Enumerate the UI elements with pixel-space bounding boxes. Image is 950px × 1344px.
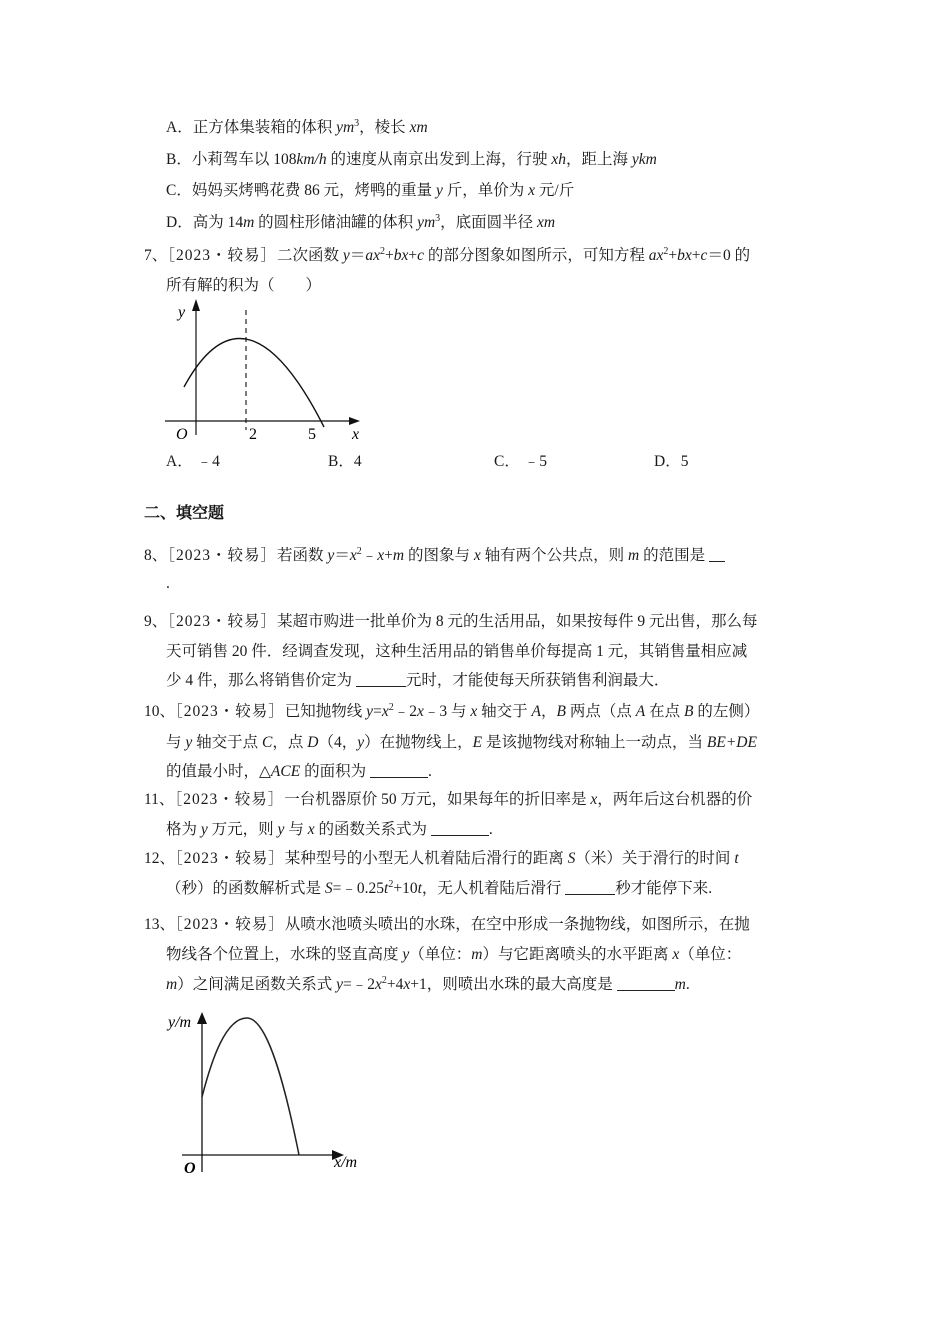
math-var: x (672, 946, 680, 963)
math-var: BE+DE (706, 734, 757, 751)
math-var: y (185, 734, 193, 751)
question-number: 13、 (144, 916, 176, 933)
q10-line2 (166, 733, 757, 753)
math-var: x (307, 821, 315, 838)
question-number: 8、 (144, 547, 168, 564)
question-text: 某种型号的小型无人机着陆后滑行的距离 (284, 850, 568, 867)
math-var: x (416, 703, 424, 720)
math-var: x (374, 976, 382, 993)
math-var: y (336, 976, 343, 993)
math-var: ym (417, 214, 436, 231)
origin-label: O (184, 1160, 196, 1177)
option-label: C． (494, 453, 520, 470)
math-op: =﹣0.25 (332, 880, 385, 897)
y-axis-arrow-icon (192, 299, 200, 311)
option-text: 小莉驾车以 108 (191, 151, 297, 168)
question-text: +1，则喷出水珠的最大高度是 (410, 976, 617, 993)
math-op: =﹣2 (342, 976, 375, 993)
superscript: 2 (381, 975, 387, 986)
option-text: 妈妈买烤鸭花费 86 元，烤鸭的重量 (191, 182, 436, 199)
question-text: 若函数 (277, 547, 328, 564)
y-axis-arrow-icon (197, 1012, 207, 1024)
q9-line1 (144, 612, 758, 632)
math-op: ﹣2 (393, 703, 417, 720)
math-var: x (528, 182, 536, 199)
question-text: ，点 (272, 734, 308, 751)
question-text: 的部分图象如图所示，可知方程 (424, 247, 649, 264)
q6-option-a (166, 118, 428, 138)
question-text: （单位： (679, 946, 742, 963)
q12-line2 (166, 879, 712, 899)
question-number: 11、 (144, 791, 175, 808)
option-text: 斤，单价为 (442, 182, 529, 199)
q9-line3 (166, 671, 669, 691)
math-op: + (408, 247, 418, 264)
q11-line2 (166, 820, 493, 840)
option-value: 5 (680, 453, 689, 470)
q13-line3 (166, 975, 690, 995)
question-number: 9、 (144, 613, 168, 630)
punctuation: . (488, 821, 493, 838)
question-text: （单位： (409, 946, 472, 963)
math-op: +4 (386, 976, 404, 993)
math-op: + (668, 247, 678, 264)
math-var: D (307, 734, 319, 751)
math-var: t (734, 850, 739, 867)
question-text: 某超市购进一批单价为 8 元的生活用品，如果按每件 9 元出售，那么每 (277, 613, 758, 630)
question-text: ﹣3 与 (423, 703, 471, 720)
q10-line1 (144, 702, 759, 722)
q11-line1 (144, 790, 752, 810)
question-text: ＝0 的 (707, 247, 751, 264)
question-text: （4， (318, 734, 358, 751)
question-text: ）之间满足函数关系式 (177, 976, 337, 993)
math-var: B (683, 703, 694, 720)
question-text: 一台机器原价 50 万元，如果每年的折旧率是 (284, 791, 591, 808)
option-value: ﹣5 (523, 453, 547, 470)
answer-blank[interactable] (370, 763, 428, 778)
math-var: xh (551, 151, 567, 168)
x-axis-label: x/m (334, 1154, 358, 1171)
question-text: 是该抛物线对称轴上一动点，当 (482, 734, 707, 751)
option-value: ﹣4 (196, 453, 220, 470)
question-text: 与 (166, 734, 186, 751)
math-var: xm (409, 119, 428, 136)
math-var: y (366, 703, 374, 720)
math-var: t (384, 880, 389, 897)
question-text: 与 (284, 821, 308, 838)
q10-line3 (166, 762, 432, 782)
option-label: A． (166, 453, 193, 470)
punctuation: . (427, 763, 432, 780)
origin-label: O (176, 426, 188, 443)
option-label: C． (166, 182, 192, 199)
math-var: y (277, 821, 285, 838)
q7-parabola-figure (160, 295, 380, 445)
superscript: 2 (356, 546, 362, 557)
math-var: S (567, 850, 576, 867)
superscript: 2 (663, 246, 669, 257)
question-text: 轴交于 (477, 703, 532, 720)
question-text: （米）关于滑行的时间 (575, 850, 735, 867)
difficulty-tag: ［2023・较易］ (175, 916, 285, 933)
math-var: bx (393, 247, 409, 264)
question-text: 所有解的积为（ ） (166, 277, 322, 294)
difficulty-tag: ［2023・较易］ (167, 547, 278, 564)
option-label: A． (166, 119, 193, 136)
math-op: ﹣ (361, 547, 378, 564)
y-axis-label: y (178, 304, 186, 321)
q13-fountain-figure (160, 1000, 380, 1185)
math-var: ax (365, 247, 380, 264)
x-axis-arrow-icon (349, 417, 360, 425)
math-var: y (342, 247, 350, 264)
math-var: A (635, 703, 646, 720)
question-text: 从喷水池喷头喷出的水珠，在空中形成一条抛物线，如图所示，在抛 (284, 916, 750, 933)
question-text: 秒才能停下来. (615, 880, 713, 897)
question-text: 的值最小时，△ (166, 763, 271, 780)
math-op: = (373, 703, 382, 720)
math-var: x (473, 547, 481, 564)
math-op: ＝ (349, 247, 366, 264)
q12-line1 (144, 849, 739, 869)
question-text: 两点（点 (565, 703, 636, 720)
math-var: x (470, 703, 478, 720)
math-var: y (327, 547, 335, 564)
superscript: 3 (354, 118, 360, 129)
math-var: c (417, 247, 424, 264)
superscript: 3 (435, 213, 441, 224)
question-number: 10、 (144, 703, 176, 720)
math-var: xm (537, 214, 556, 231)
question-text: ）与它距离喷头的水平距离 (482, 946, 673, 963)
q6-option-c (166, 181, 574, 201)
punctuation: ， (541, 703, 557, 720)
punctuation: . (166, 575, 170, 592)
option-text: 高为 14 (192, 214, 244, 231)
q7-line2 (166, 276, 321, 296)
option-text: 正方体集装箱的体积 (192, 119, 337, 136)
question-text: 的面积为 (300, 763, 370, 780)
math-op: + (691, 247, 701, 264)
math-var: m (471, 946, 483, 963)
math-op: ＝ (334, 547, 350, 564)
q6-option-b (166, 150, 657, 170)
math-var: m (243, 214, 255, 231)
question-text: 天可销售 20 件．经调查发现，这种生活用品的销售单价每提高 1 元，其销售量相应减 (166, 643, 748, 660)
difficulty-tag: ［2023・较易］ (175, 703, 285, 720)
question-text: 元时，才能使每天所获销售利润最大． (405, 672, 670, 689)
option-value: 4 (353, 453, 362, 470)
question-text: ，两年后这台机器的价 (597, 791, 753, 808)
question-text: 二次函数 (277, 247, 343, 264)
math-op: +10 (393, 880, 418, 897)
math-var: ykm (631, 151, 657, 168)
superscript: 2 (388, 702, 394, 713)
question-text: 万元，则 (207, 821, 278, 838)
question-text: 的函数关系式为 (314, 821, 431, 838)
difficulty-tag: ［2023・较易］ (167, 247, 278, 264)
question-text: ）在抛物线上， (364, 734, 473, 751)
question-text: 轴交于点 (192, 734, 263, 751)
question-text: 轴有两个公共点，则 (480, 547, 628, 564)
question-text: 物线各个位置上，水珠的竖直高度 (166, 946, 403, 963)
q7-line1 (144, 246, 750, 266)
math-var: y (200, 821, 208, 838)
section-heading-fill-in (144, 503, 224, 523)
q7-option-b[interactable] (328, 452, 362, 472)
question-text: 少 4 件，那么将销售价定为 (166, 672, 356, 689)
question-number: 7、 (144, 247, 168, 264)
option-label: D． (166, 214, 193, 231)
math-var: x (403, 976, 411, 993)
question-text: 已知抛物线 (284, 703, 367, 720)
q8-line1 (144, 546, 725, 566)
answer-blank[interactable] (431, 821, 489, 836)
math-var: x (377, 547, 385, 564)
question-text: 在点 (645, 703, 684, 720)
tick-label-5: 5 (308, 426, 316, 443)
math-var: E (472, 734, 483, 751)
math-var: c (700, 247, 708, 264)
math-var: y (402, 946, 410, 963)
option-text: 元/斤 (535, 182, 575, 199)
option-text: ，棱长 (359, 119, 410, 136)
math-var: m (674, 976, 686, 993)
q13-line1 (144, 915, 750, 935)
option-text: 的圆柱形储油罐的体积 (254, 214, 418, 231)
answer-blank[interactable] (709, 547, 725, 562)
y-axis-label: y/m (168, 1014, 192, 1031)
math-var: ym (336, 119, 355, 136)
difficulty-tag: ［2023・较易］ (174, 791, 285, 808)
tick-label-2: 2 (249, 426, 257, 443)
math-var: y (435, 182, 443, 199)
question-text: ，无人机着陆后滑行 (421, 880, 566, 897)
q7-option-c[interactable] (494, 452, 547, 472)
option-text: 的速度从南京出发到上海，行驶 (326, 151, 552, 168)
option-label: B． (328, 453, 354, 470)
option-label: B． (166, 151, 192, 168)
x-axis-label: x (352, 426, 360, 443)
math-var: B (556, 703, 566, 720)
math-var: bx (677, 247, 692, 264)
math-var: t (417, 880, 422, 897)
superscript: 2 (379, 246, 385, 257)
answer-blank[interactable] (565, 880, 615, 895)
question-text: （秒）的函数解析式是 (166, 880, 325, 897)
q9-line2 (166, 642, 747, 662)
q6-option-d (166, 213, 555, 233)
math-var: y (357, 734, 365, 751)
question-text: 格为 (166, 821, 201, 838)
math-var: C (262, 734, 273, 751)
math-var: ACE (270, 763, 301, 780)
math-var: S (324, 880, 333, 897)
q7-option-a[interactable] (166, 452, 220, 472)
question-text: 的范围是 (639, 547, 709, 564)
option-text: ，底面圆半径 (440, 214, 538, 231)
q7-option-d[interactable] (654, 452, 688, 472)
question-text: 的左侧） (693, 703, 760, 720)
math-var: x (381, 703, 389, 720)
math-var: km/h (296, 151, 327, 168)
question-text: 的图象与 (404, 547, 474, 564)
math-var: m (628, 547, 640, 564)
question-number: 12、 (144, 850, 176, 867)
math-var: x (349, 547, 357, 564)
section-title: 二、填空题 (144, 503, 225, 522)
math-var: x (590, 791, 598, 808)
math-var: m (392, 547, 405, 564)
parabola-curve (184, 339, 324, 427)
math-op: + (384, 247, 394, 264)
superscript: 2 (388, 879, 394, 890)
punctuation: . (685, 976, 690, 993)
difficulty-tag: ［2023・较易］ (175, 850, 285, 867)
math-var: m (166, 976, 178, 993)
answer-blank[interactable] (356, 672, 406, 687)
answer-blank[interactable] (617, 976, 675, 991)
math-var: A (531, 703, 541, 720)
q8-line2 (166, 574, 170, 594)
option-label: D． (654, 453, 681, 470)
math-var: ax (648, 247, 664, 264)
q13-line2 (166, 945, 741, 965)
math-op: + (384, 547, 393, 564)
water-trajectory-curve (202, 1018, 299, 1155)
difficulty-tag: ［2023・较易］ (167, 613, 278, 630)
option-text: ，距上海 (566, 151, 632, 168)
